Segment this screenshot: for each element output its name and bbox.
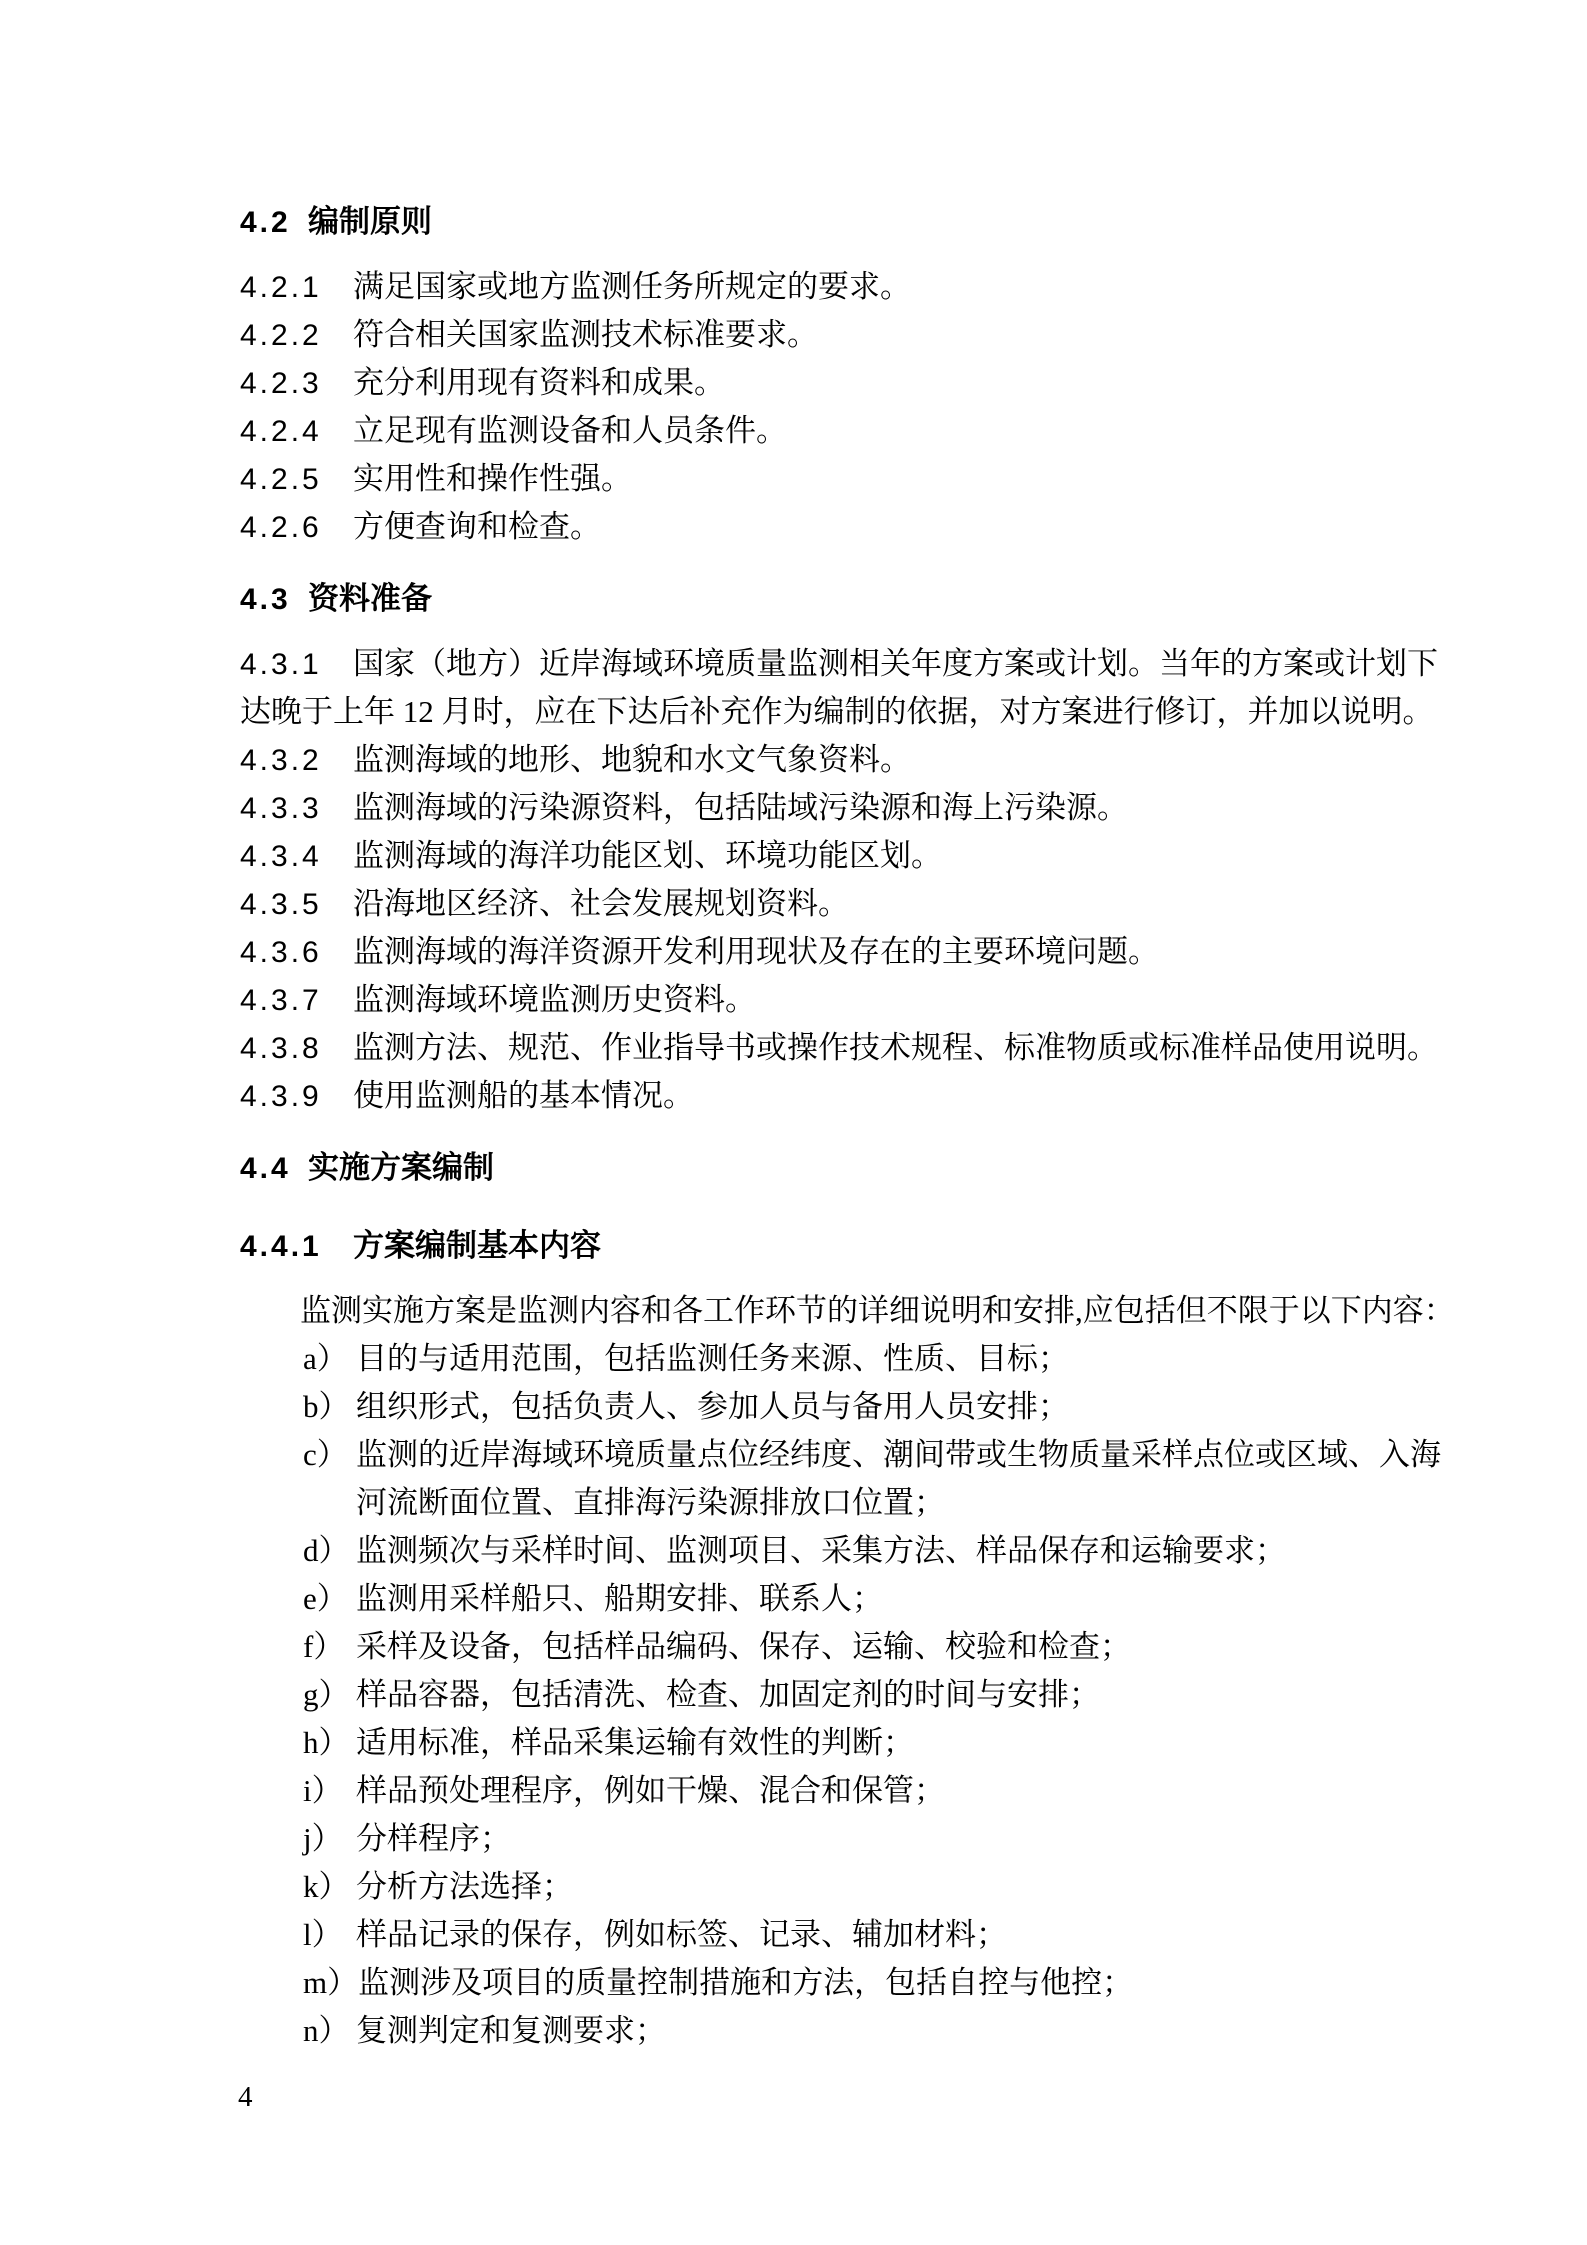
clause-row xyxy=(240,880,1332,928)
list-item-g xyxy=(240,1671,1332,1719)
list-item-j xyxy=(240,1815,1332,1863)
subsection-title: 方案编制基本内容 xyxy=(353,1228,601,1263)
section-heading-row xyxy=(240,575,1332,623)
clause-row xyxy=(240,455,1332,503)
clause-text: 充分利用现有资料和成果。 xyxy=(353,365,725,400)
list-item-text: 监测涉及项目的质量控制措施和方法，包括自控与他控； xyxy=(358,1965,1134,2000)
list-item-text: 样品容器，包括清洗、检查、加固定剂的时间与安排； xyxy=(356,1677,1100,1712)
clause-4.3.6 xyxy=(240,928,1332,976)
list-item-row xyxy=(240,1959,1332,2007)
clause-text: 监测海域的污染源资料，包括陆域污染源和海上污染源。 xyxy=(353,790,1128,825)
list-item-row xyxy=(240,1863,1332,1911)
list-item-row xyxy=(240,1911,1332,1959)
clause-text: 符合相关国家监测技术标准要求。 xyxy=(353,317,818,352)
clause-row xyxy=(240,263,1332,311)
list-item-text: 适用标准，样品采集运输有效性的判断； xyxy=(356,1725,914,1760)
section-number: 4.3 xyxy=(240,583,291,616)
clause-number: 4.3.5 xyxy=(240,888,322,921)
section-heading-row xyxy=(240,1144,1332,1192)
list-item-c xyxy=(240,1431,1441,1527)
list-item-marker: d） xyxy=(303,1533,350,1568)
clause-continuation-line: 达晚于上年 12 月时，应在下达后补充作为编制的依据，对方案进行修订，并加以说明。 xyxy=(240,694,1434,729)
list-item-row xyxy=(240,1719,1332,1767)
list-item-marker: b） xyxy=(303,1389,350,1424)
list-item-text: 组织形式，包括负责人、参加人员与备用人员安排； xyxy=(356,1389,1069,1424)
section-heading-4.4 xyxy=(240,1144,1332,1192)
list-item-h xyxy=(240,1719,1332,1767)
clause-number: 4.3.9 xyxy=(240,1080,322,1113)
list-item-text: 监测用采样船只、船期安排、联系人； xyxy=(356,1581,883,1616)
section-title: 资料准备 xyxy=(308,581,432,616)
clause-row xyxy=(240,407,1332,455)
list-item-marker: g） xyxy=(303,1677,350,1712)
clause-text: 监测海域环境监测历史资料。 xyxy=(353,982,756,1017)
clause-text: 立足现有监测设备和人员条件。 xyxy=(353,413,787,448)
clause-row xyxy=(240,928,1332,976)
list-item-marker: k） xyxy=(303,1869,350,1904)
clause-4.3.2 xyxy=(240,736,1332,784)
section-title: 编制原则 xyxy=(308,204,432,239)
list-item-marker: l） xyxy=(303,1917,343,1952)
paragraph-text: 监测实施方案是监测内容和各工作环节的详细说明和安排,应包括但不限于以下内容： xyxy=(300,1293,1455,1328)
list-item-marker: e） xyxy=(303,1581,348,1616)
clause-row xyxy=(240,311,1332,359)
list-item-m xyxy=(240,1959,1332,2007)
list-item-a xyxy=(240,1335,1332,1383)
clause-row xyxy=(240,784,1332,832)
clause-4.2.3 xyxy=(240,359,1332,407)
list-item-b xyxy=(240,1383,1332,1431)
clause-number: 4.2.3 xyxy=(240,367,322,400)
list-item-row xyxy=(240,1575,1332,1623)
list-item-l xyxy=(240,1911,1332,1959)
clause-row xyxy=(240,736,1332,784)
list-item-k xyxy=(240,1863,1332,1911)
list-item-row xyxy=(240,1335,1332,1383)
clause-text: 监测海域的地形、地貌和水文气象资料。 xyxy=(353,742,911,777)
clause-text: 使用监测船的基本情况。 xyxy=(353,1078,694,1113)
list-item-marker: m） xyxy=(303,1965,359,2000)
clause-4.3.7 xyxy=(240,976,1332,1024)
subsection-heading-row xyxy=(240,1222,1332,1270)
list-item-marker: j） xyxy=(303,1821,343,1856)
clause-text: 沿海地区经济、社会发展规划资料。 xyxy=(353,886,849,921)
list-item-text: 监测的近岸海域环境质量点位经纬度、潮间带或生物质量采样点位或区域、入海 xyxy=(356,1437,1441,1472)
clause-row xyxy=(240,503,1332,551)
list-item-row xyxy=(240,1671,1332,1719)
list-item-marker: h） xyxy=(303,1725,350,1760)
clause-number: 4.2.5 xyxy=(240,463,322,496)
clause-row xyxy=(240,1024,1438,1072)
clause-4.3.3 xyxy=(240,784,1332,832)
clause-text: 满足国家或地方监测任务所规定的要求。 xyxy=(353,269,911,304)
list-item-text: 样品预处理程序，例如干燥、混合和保管； xyxy=(356,1773,945,1808)
clause-4.3.1 xyxy=(240,640,1438,736)
subsection-number: 4.4.1 xyxy=(240,1230,322,1263)
list-item-row xyxy=(240,1383,1332,1431)
clause-number: 4.2.1 xyxy=(240,271,322,304)
clause-text: 实用性和操作性强。 xyxy=(353,461,632,496)
list-item-f xyxy=(240,1623,1332,1671)
section-number: 4.2 xyxy=(240,206,291,239)
clause-number: 4.3.2 xyxy=(240,744,322,777)
list-item-row xyxy=(240,1815,1332,1863)
clause-text: 监测方法、规范、作业指导书或操作技术规程、标准物质或标准样品使用说明。 xyxy=(353,1030,1438,1065)
clause-number: 4.3.8 xyxy=(240,1032,322,1065)
clause-row xyxy=(240,640,1438,688)
clause-4.2.1 xyxy=(240,263,1332,311)
list-item-text: 采样及设备，包括样品编码、保存、运输、校验和检查； xyxy=(356,1629,1131,1664)
clause-4.3.9 xyxy=(240,1072,1332,1120)
clause-4.3.4 xyxy=(240,832,1332,880)
clause-number: 4.3.7 xyxy=(240,984,322,1017)
list-item-marker: i） xyxy=(303,1773,343,1808)
clause-row xyxy=(240,832,1332,880)
clause-4.2.6 xyxy=(240,503,1332,551)
list-item-row xyxy=(240,1623,1332,1671)
clause-number: 4.2.2 xyxy=(240,319,322,352)
clause-number: 4.3.1 xyxy=(240,648,322,681)
list-item-d xyxy=(240,1527,1332,1575)
clause-row xyxy=(240,359,1332,407)
clause-number: 4.3.3 xyxy=(240,792,322,825)
list-item-n xyxy=(240,2007,1332,2055)
paragraph xyxy=(240,1287,1455,1335)
list-item-marker: a） xyxy=(303,1341,348,1376)
clause-text: 监测海域的海洋功能区划、环境功能区划。 xyxy=(353,838,942,873)
clause-row xyxy=(240,976,1332,1024)
list-item-continuation-line: 河流断面位置、直排海污染源排放口位置； xyxy=(356,1485,945,1520)
clause-text: 方便查询和检查。 xyxy=(353,509,601,544)
clause-number: 4.2.4 xyxy=(240,415,322,448)
clause-text: 国家（地方）近岸海域环境质量监测相关年度方案或计划。当年的方案或计划下 xyxy=(353,646,1438,681)
list-item-marker: f） xyxy=(303,1629,345,1664)
clause-4.2.2 xyxy=(240,311,1332,359)
list-item-row xyxy=(240,1431,1441,1479)
page-content xyxy=(240,174,1455,2055)
clause-4.2.4 xyxy=(240,407,1332,455)
list-item-row xyxy=(240,1527,1332,1575)
page-number: 4 xyxy=(238,2081,253,2113)
list-item-row xyxy=(240,1767,1332,1815)
section-heading-4.3 xyxy=(240,575,1332,623)
list-item-text: 分析方法选择； xyxy=(356,1869,573,1904)
clause-number: 4.3.4 xyxy=(240,840,322,873)
clause-4.3.5 xyxy=(240,880,1332,928)
clause-4.3.8 xyxy=(240,1024,1438,1072)
list-item-text: 目的与适用范围，包括监测任务来源、性质、目标； xyxy=(356,1341,1069,1376)
list-item-marker: n） xyxy=(303,2013,350,2048)
clause-number: 4.3.6 xyxy=(240,936,322,969)
list-item-row xyxy=(240,2007,1332,2055)
list-item-i xyxy=(240,1767,1332,1815)
section-heading-4.2 xyxy=(240,198,1332,246)
list-item-marker: c） xyxy=(303,1437,348,1472)
clause-text: 监测海域的海洋资源开发利用现状及存在的主要环境问题。 xyxy=(353,934,1159,969)
list-item-e xyxy=(240,1575,1332,1623)
list-item-text: 监测频次与采样时间、监测项目、采集方法、样品保存和运输要求； xyxy=(356,1533,1286,1568)
clause-number: 4.2.6 xyxy=(240,511,322,544)
section-number: 4.4 xyxy=(240,1152,291,1185)
section-title: 实施方案编制 xyxy=(308,1150,494,1185)
subsection-heading-4.4.1 xyxy=(240,1222,1332,1270)
section-heading-row xyxy=(240,198,1332,246)
list-item-text: 分样程序； xyxy=(356,1821,511,1856)
list-item-text: 样品记录的保存，例如标签、记录、辅加材料； xyxy=(356,1917,1007,1952)
list-item-text: 复测判定和复测要求； xyxy=(356,2013,666,2048)
clause-4.2.5 xyxy=(240,455,1332,503)
clause-row xyxy=(240,1072,1332,1120)
